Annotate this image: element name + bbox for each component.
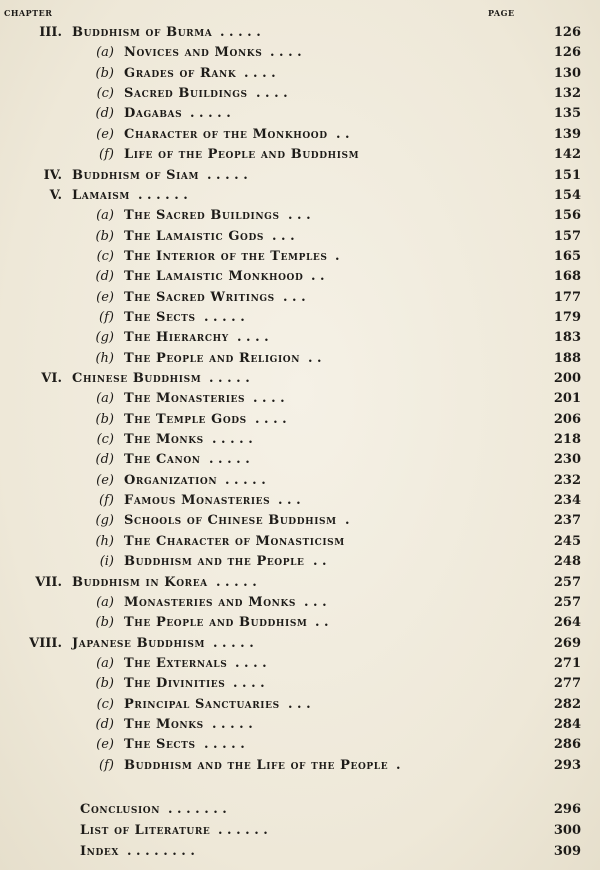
section-letter: (b) [95,228,114,244]
page-number: 135 [553,106,581,122]
leader-dots: . . . . . . [138,187,188,203]
back-matter-entry [0,842,600,862]
section-title: The Monasteries [124,391,246,407]
page-number: 157 [553,228,581,244]
leader-dots: . . . . . [212,432,253,447]
section-title: The Sacred Writings [124,289,275,305]
section-letter: (b) [95,615,114,631]
section-entry [0,450,600,470]
chapter-title: Lamaism [72,187,130,203]
page-number: 177 [553,289,581,305]
chapter-entry [0,23,600,43]
section-entry [0,410,600,430]
section-entry [0,206,600,226]
leader-dots: . . [308,350,322,366]
section-letter: (b) [95,411,114,427]
chapter-number: V. [49,187,62,203]
section-letter: (b) [95,65,114,81]
chapter-number: VIII. [29,635,62,651]
section-entry [0,328,600,348]
page-number: 300 [553,823,581,838]
page-number: 237 [553,513,581,529]
section-title: Grades of Rank [124,65,237,81]
page-number: 132 [553,86,581,102]
leader-dots: . . . . . . [218,823,268,838]
page-number: 230 [553,452,581,468]
page-number: 234 [553,493,581,509]
section-title: Novices and Monks [124,45,263,61]
section-entry [0,491,600,511]
leader-dots: . . . . . [190,106,231,122]
section-letter: (a) [96,45,114,61]
page-number: 206 [553,411,581,427]
section-entry [0,64,600,84]
section-entry [0,430,600,450]
section-entry [0,552,600,572]
leader-dots: . . . [288,208,311,224]
section-entry [0,145,600,165]
page-number: 269 [553,635,581,651]
section-letter: (b) [95,676,114,692]
leader-dots: . . . [283,289,306,305]
leader-dots: . . [311,269,325,285]
chapter-number: III. [39,25,62,40]
section-title: The Character of Monasticism [124,533,345,549]
leader-dots: . . . . [256,86,288,102]
section-title: The People and Buddhism [124,615,308,631]
page-number: 282 [553,696,581,712]
section-entry [0,349,600,369]
section-title: Buddhism and the Life of the People [124,757,389,773]
chapter-title: Japanese Buddhism [72,635,206,651]
leader-dots: . . . . . [212,716,253,732]
section-entry [0,227,600,247]
section-letter: (g) [95,513,114,529]
leader-dots: . [396,757,401,773]
section-letter: (i) [99,554,114,570]
leader-dots: . . . . . [204,309,245,325]
leader-dots: . [345,513,350,529]
page-number: 284 [553,716,581,732]
page-number: 277 [553,676,581,692]
section-title: Principal Sanctuaries [124,696,280,712]
chapter-entry [0,573,600,593]
chapter-entry [0,166,600,186]
leader-dots: . . . . . [225,472,266,488]
chapter-title: Buddhism in Korea [72,574,208,590]
section-letter: (a) [96,655,114,671]
page-number: 142 [553,147,581,163]
section-title: The Lamaistic Gods [124,228,264,244]
section-letter: (d) [95,106,114,122]
section-letter: (h) [95,533,114,549]
page-number: 245 [553,533,581,549]
section-letter: (c) [96,432,114,447]
section-entry [0,756,600,776]
page-number: 201 [553,391,581,407]
section-letter: (e) [96,289,114,305]
section-letter: (d) [95,716,114,732]
page-number: 286 [553,737,581,753]
section-letter: (d) [95,269,114,285]
page-number: 264 [553,615,581,631]
page-number: 271 [553,655,581,671]
page-number: 156 [553,208,581,224]
leader-dots: . . . . [233,676,265,692]
section-letter: (h) [95,350,114,366]
section-letter: (f) [99,309,114,325]
leader-dots: . . . . [244,65,276,81]
section-entry [0,125,600,145]
section-title: Life of the People and Buddhism [124,147,360,163]
leader-dots: . . . . [253,391,285,407]
section-letter: (g) [95,330,114,346]
back-matter-title: Conclusion [80,802,161,817]
section-letter: (e) [96,472,114,488]
page-number: 257 [553,594,581,610]
section-entry [0,511,600,531]
chapter-entry [0,186,600,206]
chapter-column-header: CHAPTER [4,8,53,18]
leader-dots: . . [336,126,350,142]
section-title: Famous Monasteries [124,493,271,509]
page-number: 168 [553,269,581,285]
chapter-number: IV. [43,167,62,183]
section-title: The Monks [124,716,204,732]
section-title: Dagabas [124,106,183,122]
section-title: The Monks [124,432,204,447]
section-letter: (c) [96,248,114,264]
leader-dots: . . . . . [213,635,254,651]
page-number: 257 [553,574,581,590]
leader-dots: . . . [272,228,295,244]
section-title: Monasteries and Monks [124,594,296,610]
section-title: Sacred Buildings [124,86,248,102]
page-number: 296 [553,802,581,817]
page-number: 151 [553,167,581,183]
leader-dots: . . . . . . . [168,802,227,817]
section-entry [0,43,600,63]
section-entry [0,654,600,674]
leader-dots: . . . . . [207,167,248,183]
page-number: 293 [553,757,581,773]
leader-dots: . . . [288,696,311,712]
section-title: The Canon [124,452,201,468]
chapter-title: Buddhism of Burma [72,25,213,40]
section-title: The Sacred Buildings [124,208,280,224]
page-number: 309 [553,844,581,859]
page-number: 154 [553,187,581,203]
section-title: The Hierarchy [124,330,229,346]
section-entry [0,735,600,755]
section-letter: (c) [96,86,114,102]
section-title: The Sects [124,309,196,325]
leader-dots: . . [313,554,327,570]
chapter-title: Chinese Buddhism [72,371,202,386]
section-letter: (e) [96,737,114,753]
leader-dots: . [335,248,340,264]
section-entry [0,532,600,552]
section-title: Organization [124,472,218,488]
page-number: 200 [553,371,581,386]
page-number: 232 [553,472,581,488]
section-letter: (a) [96,391,114,407]
section-entry [0,471,600,491]
leader-dots: . . . . [270,45,302,61]
section-title: The Temple Gods [124,411,247,427]
section-title: Character of the Monkhood [124,126,328,142]
leader-dots: . . . . [237,330,269,346]
section-letter: (f) [99,493,114,509]
page-number: 183 [553,330,581,346]
section-title: The Divinities [124,676,226,692]
page-number: 248 [553,554,581,570]
section-letter: (f) [99,147,114,163]
page-column-header: PAGE [488,8,515,18]
section-entry [0,613,600,633]
section-letter: (a) [96,208,114,224]
chapter-number: VII. [35,574,62,590]
chapter-number: VI. [41,371,62,386]
page-number: 126 [553,25,581,40]
page-number: 179 [553,309,581,325]
leader-dots: . . . [304,594,327,610]
section-letter: (d) [95,452,114,468]
leader-dots: . . . . . . . . [127,844,195,859]
section-entry [0,674,600,694]
section-title: The Externals [124,655,228,671]
page-number: 218 [553,432,581,447]
leader-dots: . . . . [255,411,287,427]
section-title: Buddhism and the People [124,554,305,570]
section-entry [0,695,600,715]
section-entry [0,84,600,104]
leader-dots: . . . . . [204,737,245,753]
section-title: The People and Religion [124,350,301,366]
leader-dots: . . . . [235,655,267,671]
page-number: 188 [553,350,581,366]
section-letter: (f) [99,757,114,773]
chapter-entry [0,369,600,389]
back-matter-entry [0,821,600,841]
section-title: Schools of Chinese Buddhism [124,513,337,529]
section-entry [0,308,600,328]
page-number: 130 [553,65,581,81]
section-letter: (e) [96,126,114,142]
section-entry [0,267,600,287]
section-entry [0,288,600,308]
leader-dots: . . . . . [209,371,250,386]
page-number: 165 [553,248,581,264]
section-title: The Sects [124,737,196,753]
section-entry [0,104,600,124]
page-number: 126 [553,45,581,61]
section-title: The Interior of the Temples [124,248,328,264]
leader-dots: . . . . . [209,452,250,468]
section-entry [0,389,600,409]
chapter-title: Buddhism of Siam [72,167,200,183]
leader-dots: . . . [278,493,301,509]
section-title: The Lamaistic Monkhood [124,269,304,285]
leader-dots: . . . . . [220,25,261,40]
leader-dots: . . . . . [216,574,257,590]
leader-dots: . . [315,615,329,631]
section-entry [0,715,600,735]
section-letter: (c) [96,696,114,712]
chapter-entry [0,634,600,654]
section-entry [0,247,600,267]
back-matter-entry [0,800,600,820]
section-letter: (a) [96,594,114,610]
page-number: 139 [553,126,581,142]
back-matter-title: List of Literature [80,823,211,838]
back-matter-title: Index [80,844,119,859]
section-entry [0,593,600,613]
